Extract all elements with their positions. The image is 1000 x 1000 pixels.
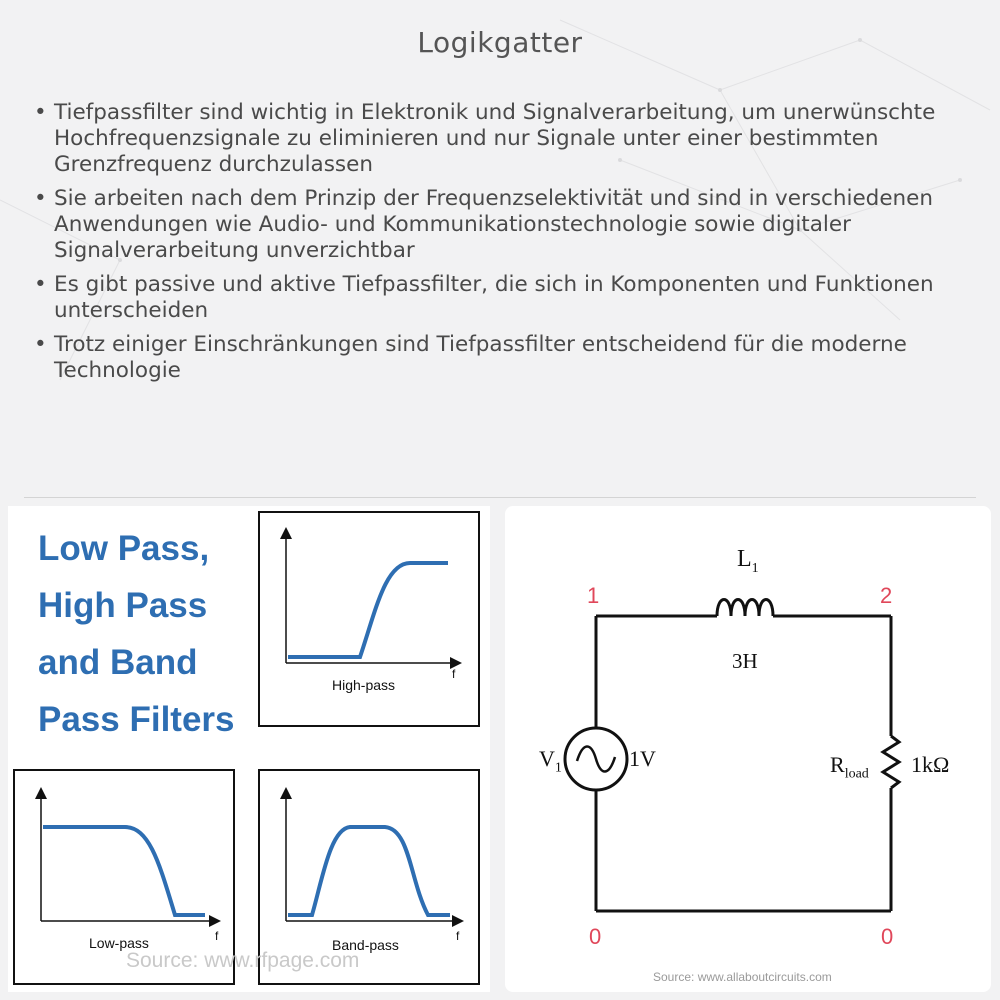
bullet-text: Trotz einiger Einschränkungen sind Tiefpassfilter entscheidend für die moderne Technologie <box>54 332 907 383</box>
ac-source-icon <box>577 746 615 771</box>
source-subscript: 1 <box>554 760 562 776</box>
inductor-value: 3H <box>732 649 758 673</box>
bullet-text: Sie arbeiten nach dem Prinzip der Frequenzselektivität und sind in verschiedenen Anwendungen wie Audio- und Kommunikationstechnologie sowie digitaler Signalverarbeitung unverzichtbar <box>54 186 934 263</box>
bullet-dot: • <box>34 332 47 357</box>
low-pass-label: Low-pass <box>89 935 149 951</box>
inductor-name: L <box>737 546 752 572</box>
filters-title-line: and Band <box>38 643 198 682</box>
filters-title <box>38 520 235 748</box>
bullet-list <box>32 100 962 392</box>
filters-illustration <box>8 506 490 992</box>
node-0-right: 0 <box>881 924 894 949</box>
inductor-subscript: 1 <box>751 560 759 576</box>
bullet-text: Es gibt passive und aktive Tiefpassfilter, die sich in Komponenten und Funktionen unterscheiden <box>54 272 934 323</box>
node-1: 1 <box>587 583 600 608</box>
low-pass-axis-label: f <box>215 929 219 943</box>
node-0-left: 0 <box>589 924 602 949</box>
bullet-dot: • <box>34 186 47 211</box>
bullet-item <box>32 186 962 264</box>
node-2: 2 <box>880 583 893 608</box>
filters-title-line: Low Pass, <box>38 529 210 568</box>
high-pass-plot <box>260 513 478 725</box>
high-pass-label: High-pass <box>332 677 396 693</box>
source-name: V <box>539 746 555 771</box>
resistor-value: 1kΩ <box>911 752 950 777</box>
bullet-item <box>32 332 962 384</box>
bullet-text: Tiefpassfilter sind wichtig in Elektronik und Signalverarbeitung, um unerwünschte Hochfrequenzsignale zu eliminieren und nur Signale unter einer bestimmten Grenzfrequenz durchzulassen <box>54 100 936 177</box>
high-pass-axis-label: f <box>452 667 456 681</box>
section-divider <box>24 497 976 498</box>
resistor-label <box>830 752 869 782</box>
inductor-label <box>737 546 759 577</box>
bullet-dot: • <box>34 272 47 297</box>
bullet-item <box>32 272 962 324</box>
band-pass-axis-label: f <box>456 929 460 943</box>
circuit-source-credit: Source: www.allaboutcircuits.com <box>653 970 832 984</box>
circuit-wires <box>505 506 991 992</box>
bullet-dot: • <box>34 100 47 125</box>
resistor-name: R <box>830 752 845 777</box>
source-label <box>539 746 562 776</box>
filters-source-credit: Source: www.rfpage.com <box>126 949 360 972</box>
source-value: 1V <box>629 746 656 771</box>
high-pass-graph <box>258 511 480 727</box>
page-title: Logikgatter <box>417 26 583 59</box>
circuit-diagram <box>505 506 991 992</box>
filters-title-line: High Pass <box>38 586 208 625</box>
resistor-subscript: load <box>844 766 869 782</box>
bullet-item <box>32 100 962 178</box>
filters-title-line: Pass Filters <box>38 700 235 739</box>
band-pass-label: Band-pass <box>332 937 399 953</box>
